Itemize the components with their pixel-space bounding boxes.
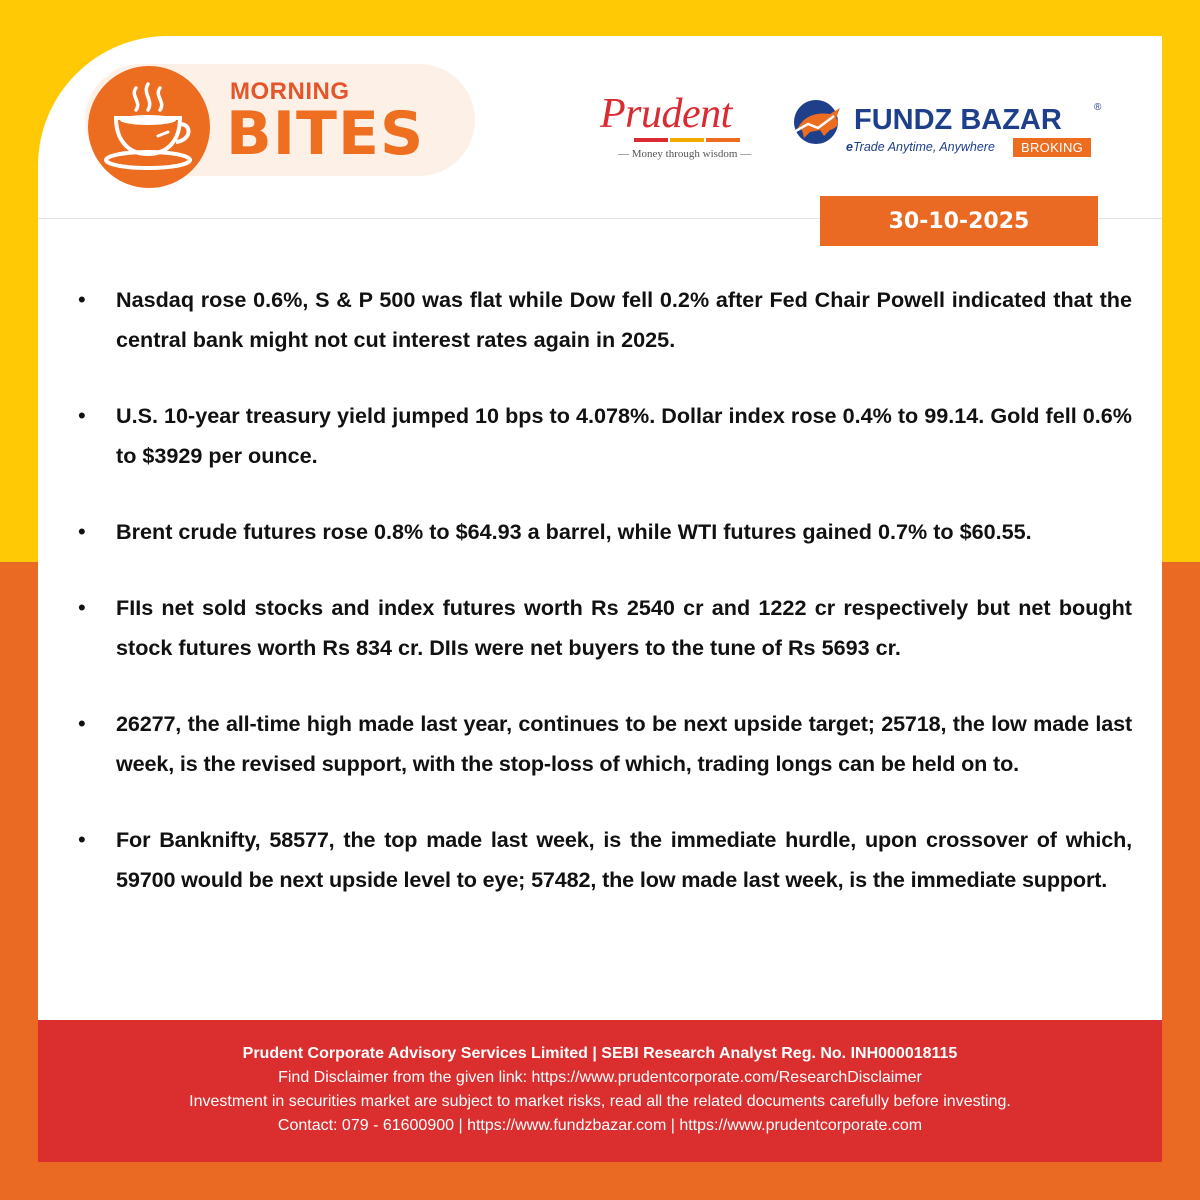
bullet-text: U.S. 10-year treasury yield jumped 10 bps to 4.078%. Dollar index rose 0.4% to 99.14. Gold fell 0.6% to $3929 per ounce. [116, 403, 1132, 468]
fundzbazar-word-2: BAZAR [960, 104, 1062, 136]
prudent-wordmark: Prudent [600, 91, 732, 137]
broking-badge: BROKING [1013, 138, 1091, 157]
footer-company-line: Prudent Corporate Advisory Services Limited | SEBI Research Analyst Reg. No. INH000018115 [242, 1045, 958, 1062]
bullet-marker: • [78, 519, 86, 544]
news-bullet [76, 820, 1132, 900]
fundzbazar-tag-e: e [846, 140, 853, 154]
bullet-marker: • [78, 403, 86, 428]
disclaimer-footer [38, 1020, 1162, 1162]
bullet-text: FIIs net sold stocks and index futures worth Rs 2540 cr and 1222 cr respectively but net bought stock futures worth Rs 834 cr. DIIs were net buyers to the tune of Rs 5693 cr. [116, 595, 1132, 660]
footer-disclaimer-link[interactable]: Find Disclaimer from the given link: https://www.prudentcorporate.com/ResearchDisclaimer [278, 1069, 922, 1086]
prudent-color-bars [634, 138, 740, 142]
bullet-text: 26277, the all-time high made last year, continues to be next upside target; 25718, the low made last week, is the revised support, with the stop-loss of which, trading longs can be held on to. [116, 711, 1132, 776]
news-bullet [76, 704, 1132, 784]
prudent-tagline: — Money through wisdom — [618, 148, 752, 160]
bull-icon [790, 98, 848, 146]
news-bullet [76, 280, 1132, 360]
bullet-marker: • [78, 827, 86, 852]
brand-title-big: BITES [226, 99, 425, 169]
date-badge: 30-10-2025 [820, 196, 1098, 246]
fundzbazar-logo [790, 96, 1110, 168]
fundzbazar-tagline [846, 140, 995, 154]
bullet-text: Brent crude futures rose 0.8% to $64.93 a barrel, while WTI futures gained 0.7% to $60.55. [116, 519, 1032, 544]
news-bullet [76, 512, 1132, 552]
bullet-marker: • [78, 595, 86, 620]
prudent-logo [598, 90, 768, 170]
news-bullet [76, 396, 1132, 476]
news-bullet-list [76, 280, 1132, 936]
content-card [38, 36, 1162, 1162]
bullet-marker: • [78, 711, 86, 736]
news-bullet [76, 588, 1132, 668]
bullet-marker: • [78, 287, 86, 312]
fundzbazar-tag-text: Trade Anytime, Anywhere [852, 140, 995, 154]
tea-cup-icon [88, 66, 210, 188]
footer-contact-line[interactable]: Contact: 079 - 61600900 | https://www.fundzbazar.com | https://www.prudentcorporate.com [277, 1117, 923, 1134]
bullet-text: For Banknifty, 58577, the top made last week, is the immediate hurdle, upon crossover of which, 59700 would be next upside level to eye; 57482, the low made last week, is the immediate support. [116, 827, 1132, 892]
fundzbazar-word-1: FUNDZ [854, 104, 953, 136]
footer-risk-warning: Investment in securities market are subject to market risks, read all the related documents carefully before investing. [189, 1093, 1011, 1110]
registered-mark: ® [1094, 102, 1102, 113]
fundzbazar-wordmark [854, 104, 1062, 137]
bullet-text: Nasdaq rose 0.6%, S & P 500 was flat while Dow fell 0.2% after Fed Chair Powell indicated that the central bank might not cut interest rates again in 2025. [116, 287, 1132, 352]
brand-title-small: MORNING [230, 78, 350, 105]
